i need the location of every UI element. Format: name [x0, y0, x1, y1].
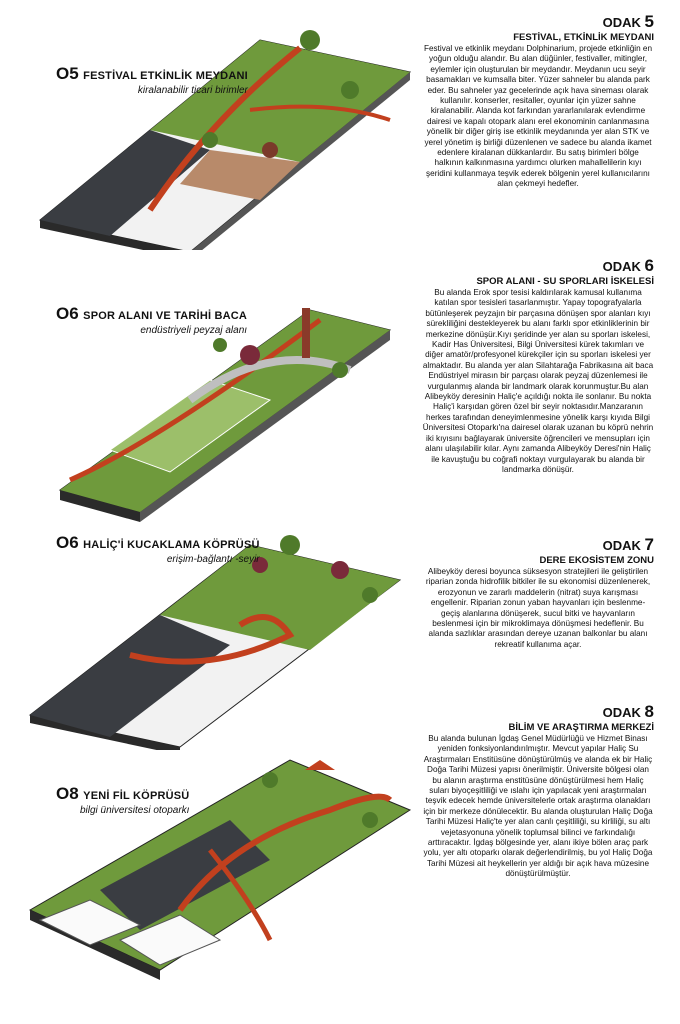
odak-word: ODAK	[602, 15, 641, 30]
label-title: FESTİVAL ETKİNLİK MEYDANI	[83, 70, 248, 82]
odak-word: ODAK	[602, 538, 641, 553]
panel-label	[56, 64, 248, 96]
panel-label	[56, 533, 260, 565]
odak-head	[422, 702, 654, 722]
odak-text-block	[422, 256, 654, 475]
odak-word: ODAK	[602, 705, 641, 720]
odak-heading: DERE EKOSİSTEM ZONU	[539, 555, 654, 566]
odak-number: 6	[644, 256, 654, 275]
label-subtitle: bilgi üniversitesi otoparkı	[79, 805, 190, 816]
label-title: HALİÇ'İ KUCAKLAMA KÖPRÜSÜ	[83, 539, 260, 551]
label-subtitle: kiralanabilir ticari birimler	[137, 85, 248, 96]
odak-heading: SPOR ALANI - SU SPORLARI İSKELESİ	[476, 276, 654, 287]
label-title: YENİ FİL KÖPRÜSÜ	[83, 790, 190, 802]
panel-label	[56, 784, 189, 816]
odak-head	[422, 535, 654, 555]
section-odak-6	[0, 250, 680, 525]
illustration-sports-area	[10, 250, 430, 525]
odak-number: 5	[644, 12, 654, 31]
odak-head	[422, 256, 654, 276]
label-prefix: O	[56, 533, 70, 552]
label-number: 6	[69, 304, 79, 323]
label-subtitle: erişim-bağlantı -seyir	[166, 554, 260, 565]
illustration-festival-area	[10, 0, 430, 250]
odak-body: Bu alanda bulunan İgdaş Genel Müdürlüğü ve Hizmet Binası yeniden fonksiyonlandırılmıştır. Mevcut yapılar Haliç Su Araştırmaları Enstitüsüne dönüştürülmüş ve alanda ek bir Haliç Doğa Tarihi Müzesi yapısı önerilmiştir. Üniversite bölgesi olan bu alanın araştırma enstitüsüne dönüştürülmesi hem Haliç suları biyoçeşitliliği ve ıslahı için yapılacak yeni araştırmaları teşvik edecek hemde üniversitelerle ortak araştırma olanakları için bir merkeze dönülecektir. Bu alanda oluşturulan Haliç Doğa Tarihi Müzesi Haliç'te yer alan canlı çeşitliliği, su kirliliği, su altı vejetasyonuna yönelik toplumsal bilinci ve farkındalığı arttıracaktır. İgdaş bölgesinde yer, alanı ikiye bölen araç park yolu, yer altı otoparkı olarak değerlendirilmiş, bu yol Haliç Doğa Tarihi Müzesi ait heykellerin yer aldığı bir açık hava müzesine dönüştürülmüştür.	[423, 734, 653, 879]
label-prefix: O	[56, 784, 70, 803]
odak-body: Bu alanda Erok spor tesisi kaldırılarak kamusal kullanıma katılan spor tesisleri tasarlanmıştır. Yapay topografyalarla bütünleşerek peyzajın bir parçasına dönüşen spor alanları kıyı sürekliliğini destekleyerek bu alanı farklı spor etkinliklerinin bir merkezine dönüşür.Kıyı şeridinde yer alan su sporları iskelesi, Kadir Has Üniversitesi, Bilgi Üniversitesi kürek takımları ve diğer amatör/profesyonel kürekçiler için su sporları iskelesi yer almaktadır. Bu alanda yer alan Silahtarağa Fabrikasına ait baca Endüstriyel mirasın bir parçası olarak peyzaj düzenlemesi ile vurgulanmış alanda bir landmark olarak korunmuştur.Bu alan Alibeyköy deresinin Haliç'e açıldığı nokta ile sonlanır. Bu nokta Haliç'i karşıdan gören özel bir seyir noktasıdır.Manzaranın herkes tarafından deneyimlenmesine yönelik karşı kıyıda Bilgi Üniversitesi Otoparkı'na dairesel olarak uzanan bu köprü nehrin iki kıyısını bağlayarak üniversite öğrencileri ve mensupları için alanı ulaşılabilir kılar. Aynı zamanda Alibeyköy Deresi'nin Haliç ile kavuştuğu bu coğrafi noktayı vurgulayarak bu alanda bir landmarka dönüşür.	[422, 288, 654, 474]
odak-text-block	[422, 12, 654, 190]
label-number: 8	[69, 784, 79, 803]
label-prefix: O	[56, 64, 70, 83]
panel-label	[56, 304, 247, 336]
section-odak-5	[0, 0, 680, 250]
odak-word: ODAK	[602, 259, 641, 274]
odak-number: 8	[644, 702, 654, 721]
section-odak-8	[0, 702, 680, 1024]
label-title: SPOR ALANI VE TARİHİ BACA	[83, 310, 248, 322]
label-number: 5	[69, 64, 79, 83]
odak-heading: FESTİVAL, ETKİNLİK MEYDANI	[513, 32, 654, 43]
odak-heading: BİLİM VE ARAŞTIRMA MERKEZİ	[508, 722, 654, 733]
odak-body: Festival ve etkinlik meydanı Dolphinarium, projede etkinliğin en yoğun olduğu alandır. Bu alan düğünler, festivaller, mitingler, eylemler için oluşturulan bir meydandır. Meydanın ucu seyir basamakları ve kumsalla biter. Yüzer sahneler bu alanda park eder. Bu sahneler yaz gecelerinde açık hava sineması olarak kullanılır. konserler, resitaller, oyunlar için yüzer sahne kiralanabilir. Alanda kot farkından yararlanılarak evlendirme dairesi ve kapalı otopark alanı erel ekonominin canlanmasına yönelik bir diğer giriş ise etkinlik meydanında yer alan STK ve yerel yönetim iş birliği düzenlenen ve sadece bu alanda ikamet edenlere kiralanan dükkanlardır. Bu satış birimleri bölge halkının kalkınmasına yardımcı olurken mahallelilerin kıyı şeridini kullanmaya teşvik ederek bölgenin yerel kullanıcılarını alan çekmeyi hedefler.	[424, 44, 652, 189]
odak-text-block	[422, 535, 654, 650]
label-number: 6	[69, 533, 79, 552]
odak-body: Alibeyköy deresi boyunca süksesyon stratejileri ile geliştirilen riparian zonda hidrofilik bitkiler ile su ekonomisi düzenlenerek, erozyonun ve zararlı maddelerin (nitrat) suya karışması engellenir. Riparian zonun yaban hayvanları için beslenme-geçiş alanlarına dönüşerek, sucul bitki ve hayvanların beslenmesi için bir mikroklimaya dönüşmesi hedeflenir. Bu alanda sazlıklar arasından dereye uzanan balkonlar bu alanı rekreatif kullanıma açar.	[425, 567, 651, 649]
label-subtitle: endüstriyeli peyzaj alanı	[140, 325, 248, 336]
odak-head	[422, 12, 654, 32]
label-prefix: O	[56, 304, 70, 323]
odak-number: 7	[644, 535, 654, 554]
odak-text-block	[422, 702, 654, 880]
